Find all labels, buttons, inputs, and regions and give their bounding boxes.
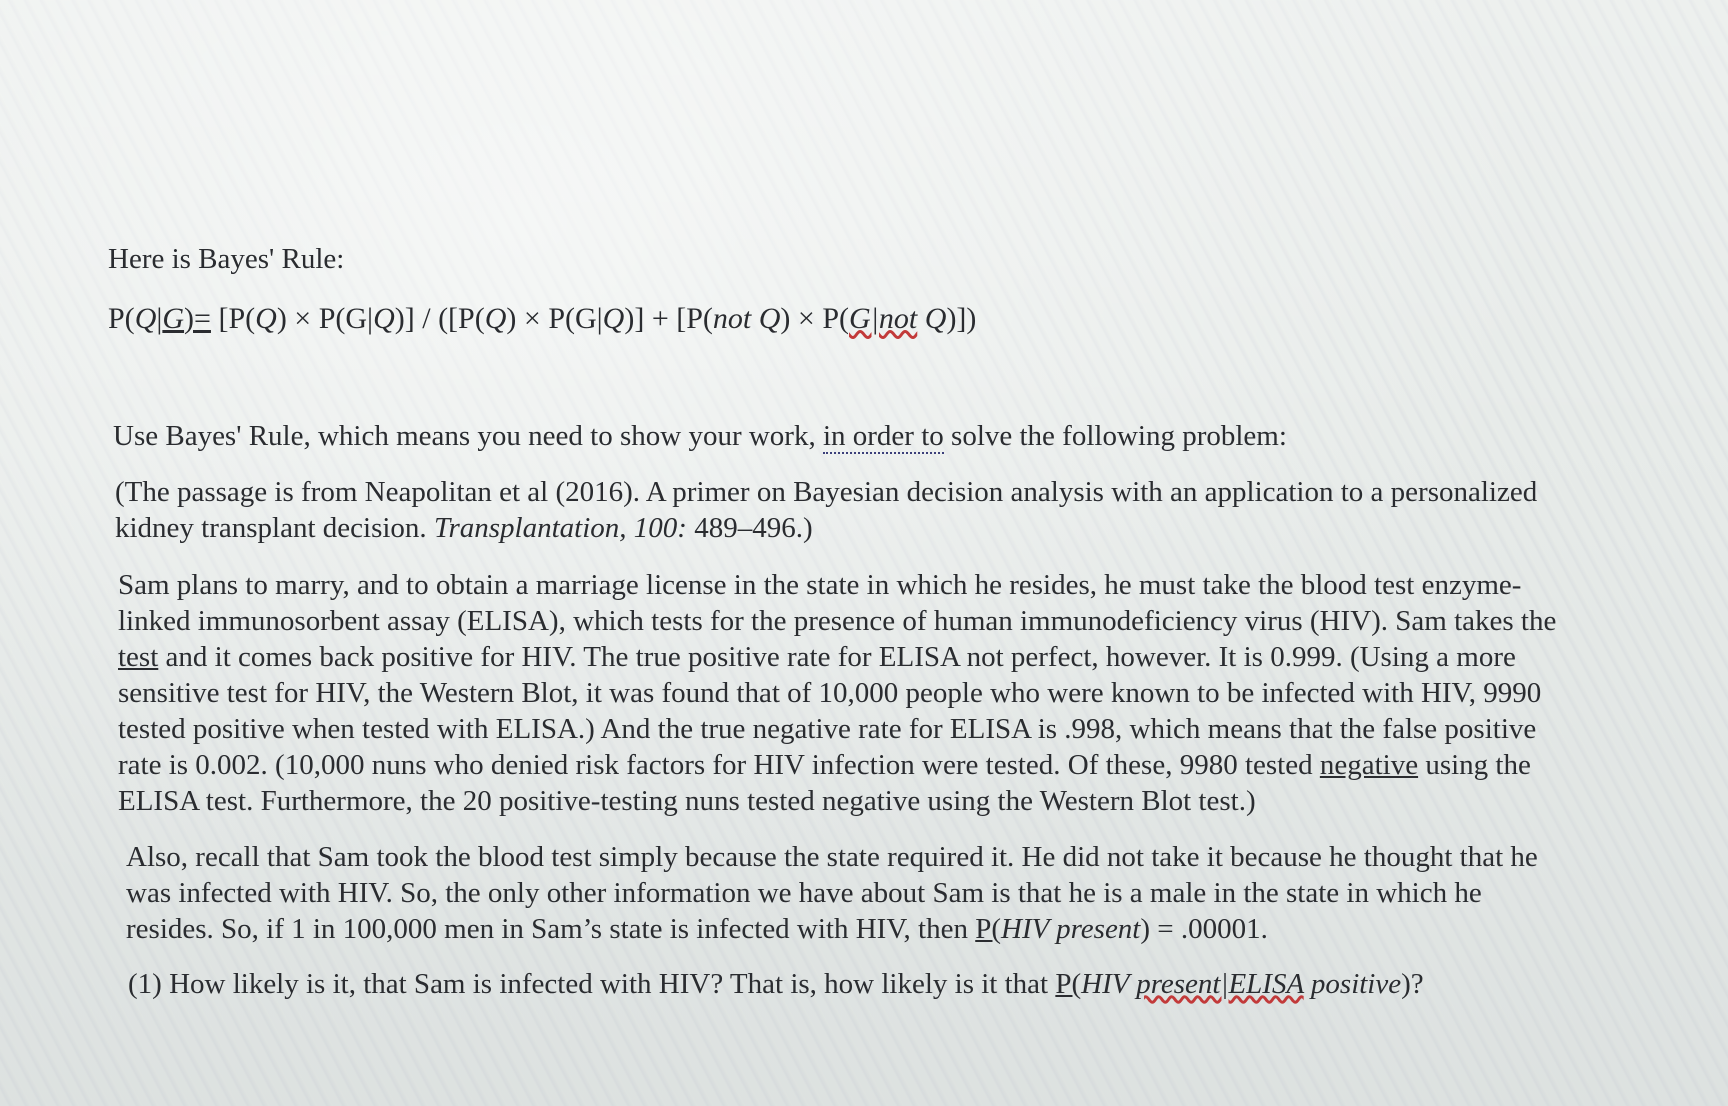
formula-text: Q: [917, 302, 947, 335]
paragraph-line: ELISA test. Furthermore, the 20 positive-testing nuns tested negative using the Western Blot test.): [118, 785, 1256, 817]
recall-paragraph: [126, 839, 1538, 947]
formula-text: Q: [484, 302, 507, 335]
spellcheck-text: present|ELISA: [1136, 968, 1304, 1000]
formula-text: Q: [602, 302, 625, 335]
formula-text: not Q: [712, 302, 781, 335]
italic-text: HIV: [1081, 968, 1137, 1000]
italic-text: positive: [1303, 968, 1402, 1000]
underlined-text: P(: [1055, 968, 1082, 1000]
paragraph-text: rate is 0.002. (10,000 nuns who denied risk factors for HIV infection were tested. Of these, 9980 tested: [118, 749, 1320, 781]
paragraph-line: linked immunosorbent assay (ELISA), which tests for the presence of human immunodeficiency virus (HIV). Sam takes the: [118, 605, 1557, 637]
underlined-word: test: [118, 641, 159, 673]
paragraph-line: [126, 911, 1538, 947]
paragraph-line: Also, recall that Sam took the blood test simply because the state required it. He did not take it because he thought that he: [126, 841, 1538, 873]
citation-journal: Transplantation, 100:: [433, 512, 687, 544]
question-text: (1) How likely is it, that Sam is infected with HIV? That is, how likely is it that: [128, 968, 1056, 1000]
formula-text: [P(: [210, 302, 256, 335]
formula-text: Q: [373, 302, 395, 335]
formula-text: ) × P(G|: [276, 302, 374, 335]
paragraph-text: resides. So, if 1 in 100,000 men in Sam’s state is infected with HIV, then: [126, 913, 976, 945]
underlined-text: P(: [975, 913, 1002, 945]
formula-text: )] + [P(: [624, 302, 713, 335]
question-paragraph: [128, 966, 1424, 1002]
underlined-word: negative: [1319, 749, 1419, 781]
paragraph-line: tested positive when tested with ELISA.) And the true negative rate for ELISA is .998, which means that the false positive: [118, 713, 1537, 745]
citation-paragraph: [115, 474, 1537, 546]
formula-text: Q: [255, 302, 277, 335]
formula-text: P(: [108, 302, 135, 335]
formula-text: ) × P(: [780, 302, 850, 335]
formula-text: G: [162, 302, 185, 335]
question-text: )?: [1401, 968, 1424, 1000]
paragraph-line: was infected with HIV. So, the only other information we have about Sam is that he is a male in the state in which he: [126, 877, 1482, 909]
formula-text: )=: [184, 302, 211, 335]
bayes-formula: [108, 301, 976, 337]
paragraph-line: [118, 747, 1556, 783]
paragraph-text: ) = .00001.: [1140, 913, 1268, 945]
citation-line: [115, 510, 1537, 546]
formula-text: ) × P(G|: [506, 302, 603, 335]
bayes-rule-heading: Here is Bayes' Rule:: [108, 243, 345, 275]
formula-text: )]): [946, 302, 977, 335]
paragraph-text: using the: [1418, 749, 1531, 781]
italic-text: HIV present: [1001, 913, 1141, 945]
formula-text: G|not: [849, 302, 918, 335]
paragraph-text: and it comes back positive for HIV. The true positive rate for ELISA not perfect, however. It is 0.999. (Using a more: [158, 641, 1516, 673]
instruction-text: solve the following problem:: [943, 420, 1287, 452]
problem-paragraph: [118, 567, 1556, 819]
formula-text: )] / ([P(: [394, 302, 485, 335]
paragraph-line: [118, 639, 1556, 675]
instruction-text: in order to: [822, 420, 944, 452]
citation-line: (The passage is from Neapolitan et al (2016). A primer on Bayesian decision analysis with an application to a personalized: [115, 476, 1538, 508]
formula-text: Q: [134, 302, 157, 335]
paragraph-line: sensitive test for HIV, the Western Blot, it was found that of 10,000 people who were known to be infected with HIV, 9990: [118, 677, 1542, 709]
citation-text: kidney transplant decision.: [115, 512, 434, 544]
paragraph-line: Sam plans to marry, and to obtain a marriage license in the state in which he resides, he must take the blood test enzyme-: [118, 569, 1522, 601]
instruction-text: Use Bayes' Rule, which means you need to show your work,: [113, 420, 823, 452]
formula-text: |: [156, 302, 163, 335]
instruction-paragraph: [113, 418, 1287, 454]
citation-text: 489–496.): [686, 512, 813, 544]
